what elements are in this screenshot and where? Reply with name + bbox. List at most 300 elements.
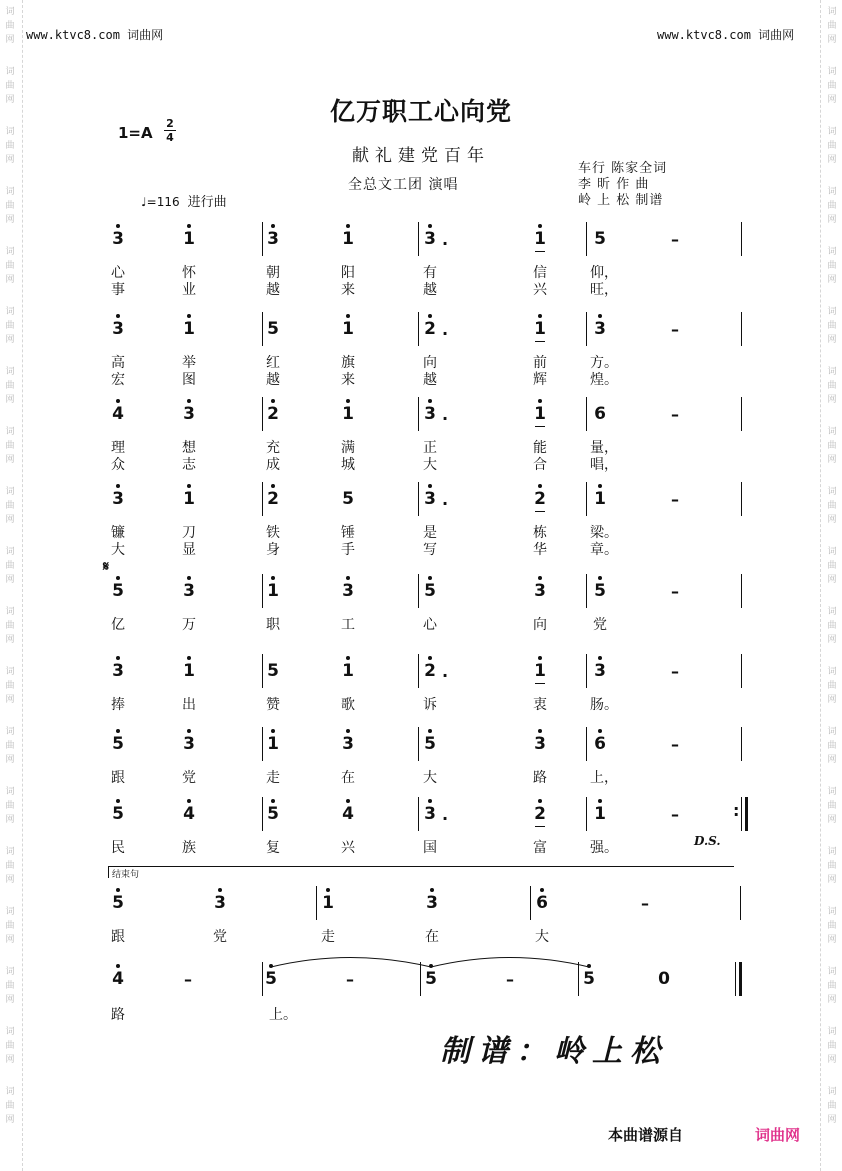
bar-line <box>586 222 587 256</box>
note: 1 <box>341 662 355 680</box>
watermark-char: 词 <box>827 487 837 497</box>
watermark-char: 网 <box>827 635 837 645</box>
note: 3 <box>423 490 437 508</box>
lyric-char: 大 <box>423 457 437 473</box>
bar-line <box>741 797 742 831</box>
lyric-char: 向 <box>533 617 547 633</box>
lyric-char: 城 <box>341 457 355 473</box>
lyric-char: 锤 <box>341 525 355 541</box>
watermark-char: 网 <box>827 215 837 225</box>
ds-marking: D.S. <box>694 834 721 848</box>
watermark-char: 曲 <box>827 321 837 331</box>
bar-line <box>741 727 742 761</box>
watermark-char: 网 <box>5 1055 15 1065</box>
lyric-char: 族 <box>182 840 196 856</box>
lyric-char: 越 <box>423 372 437 388</box>
watermark-char: 网 <box>827 335 837 345</box>
lyric-char: 身 <box>266 542 280 558</box>
lyric-char: 歌 <box>341 697 355 713</box>
watermark-char: 曲 <box>827 921 837 931</box>
note: 5 <box>264 970 278 988</box>
watermark-char: 网 <box>5 155 15 165</box>
lyric-char: 富 <box>533 840 547 856</box>
note: 1 <box>266 582 280 600</box>
lyric-char: 大 <box>111 542 125 558</box>
lyric-char: 阳 <box>341 265 355 281</box>
lyric-char: 走 <box>321 929 335 945</box>
bar-line <box>418 222 419 256</box>
watermark-char: 词 <box>827 547 837 557</box>
note: 3 <box>111 662 125 680</box>
note: 5 <box>267 661 279 681</box>
watermark-char: 曲 <box>827 441 837 451</box>
lyric-char: 跟 <box>111 770 125 786</box>
note: 1 <box>593 805 607 823</box>
note: 3 <box>533 582 547 600</box>
lyric-char: 心 <box>423 617 437 633</box>
watermark-char: 词 <box>827 67 837 77</box>
note: 5 <box>266 805 280 823</box>
note: 1 <box>321 894 335 912</box>
watermark-char: 曲 <box>5 1101 15 1111</box>
watermark-char: 网 <box>5 815 15 825</box>
bar-line <box>586 797 587 831</box>
site-name-right[interactable]: 词曲网 <box>758 28 795 42</box>
note: 0 <box>658 969 670 989</box>
lyric-char: 举 <box>182 355 196 371</box>
watermark-char: 词 <box>827 667 837 677</box>
bar-line <box>262 574 263 608</box>
lyric-char: 章。 <box>590 542 618 558</box>
lyric-char: 煌。 <box>590 372 618 388</box>
watermark-char: 曲 <box>827 501 837 511</box>
watermark-char: 曲 <box>827 141 837 151</box>
watermark-char: 词 <box>827 607 837 617</box>
watermark-char: 曲 <box>5 621 15 631</box>
note: 3 <box>182 405 196 423</box>
bar-line <box>418 397 419 431</box>
watermark-char: 曲 <box>827 801 837 811</box>
watermark-char: 词 <box>5 787 15 797</box>
note: 4 <box>341 805 355 823</box>
watermark-char: 网 <box>827 695 837 705</box>
lyric-char: 大 <box>423 770 437 786</box>
site-url-left[interactable]: www.ktvc8.com <box>26 28 120 42</box>
augmentation-dot: . <box>442 320 449 339</box>
note: 3 <box>182 735 196 753</box>
bar-line <box>586 312 587 346</box>
augmentation-dot: . <box>442 230 449 249</box>
coda-tick <box>108 866 109 878</box>
watermark-char: 词 <box>5 367 15 377</box>
watermark-char: 曲 <box>5 201 15 211</box>
bar-line <box>586 397 587 431</box>
note: 6 <box>594 404 606 424</box>
song-subtitle: 献礼建党百年 <box>352 146 490 166</box>
sustain-dash: – <box>671 490 679 509</box>
watermark-char: 网 <box>827 155 837 165</box>
lyric-char: 图 <box>182 372 196 388</box>
note: 3 <box>111 490 125 508</box>
lyric-char: 镰 <box>111 525 125 541</box>
augmentation-dot: . <box>442 490 449 509</box>
lyric-char: 工 <box>341 617 355 633</box>
note: 4 <box>182 805 196 823</box>
note: 5 <box>594 229 606 249</box>
watermark-char: 网 <box>5 215 15 225</box>
watermark-char: 曲 <box>827 261 837 271</box>
bar-line <box>741 574 742 608</box>
bar-line <box>741 397 742 431</box>
lyric-char: 职 <box>266 617 280 633</box>
lyric-char: 唱， <box>590 457 618 473</box>
note: 2 <box>266 405 280 423</box>
lyric-char: 肠。 <box>590 697 618 713</box>
note: 3 <box>423 405 437 423</box>
transcriber-signature: 制谱：岭上松 <box>440 1034 668 1069</box>
note: 5 <box>582 970 596 988</box>
lyric-char: 来 <box>341 372 355 388</box>
watermark-char: 词 <box>827 427 837 437</box>
lyric-char: 是 <box>423 525 437 541</box>
lyric-char: 赞 <box>266 697 280 713</box>
watermark-char: 曲 <box>827 21 837 31</box>
watermark-char: 词 <box>827 307 837 317</box>
watermark-char: 词 <box>827 847 837 857</box>
note: 1 <box>533 662 547 680</box>
lyric-char: 栋 <box>533 525 547 541</box>
watermark-char: 词 <box>5 127 15 137</box>
bar-line <box>586 574 587 608</box>
lyric-char: 满 <box>341 440 355 456</box>
note: 2 <box>533 490 547 508</box>
bar-line <box>262 482 263 516</box>
sustain-dash: – <box>641 894 649 913</box>
watermark-char: 网 <box>827 275 837 285</box>
site-url-right[interactable]: www.ktvc8.com <box>657 28 751 42</box>
watermark-char: 曲 <box>5 561 15 571</box>
note: 5 <box>111 735 125 753</box>
watermark-char: 网 <box>827 455 837 465</box>
watermark-char: 词 <box>827 907 837 917</box>
watermark-char: 曲 <box>5 81 15 91</box>
watermark-char: 网 <box>5 515 15 525</box>
lyric-char: 能 <box>533 440 547 456</box>
note: 6 <box>593 735 607 753</box>
note: 3 <box>533 735 547 753</box>
lyric-char: 越 <box>266 372 280 388</box>
note: 5 <box>111 894 125 912</box>
segno-sign: 𝄋 <box>103 559 110 575</box>
watermark-char: 词 <box>5 907 15 917</box>
lyric-char: 众 <box>111 457 125 473</box>
watermark-char: 网 <box>827 95 837 105</box>
watermark-char: 网 <box>827 395 837 405</box>
lyric-char: 路 <box>111 1007 125 1023</box>
bar-line <box>418 797 419 831</box>
note: 3 <box>111 230 125 248</box>
watermark-char: 网 <box>827 1115 837 1125</box>
watermark-char: 网 <box>5 935 15 945</box>
watermark-char: 曲 <box>827 981 837 991</box>
bar-line <box>262 962 263 996</box>
lyric-char: 辉 <box>533 372 547 388</box>
watermark-char: 词 <box>827 127 837 137</box>
watermark-char: 词 <box>5 1027 15 1037</box>
sustain-dash: – <box>346 970 354 989</box>
watermark-char: 网 <box>5 395 15 405</box>
lyric-char: 党 <box>213 929 227 945</box>
watermark-char: 网 <box>5 995 15 1005</box>
watermark-char: 网 <box>5 635 15 645</box>
sustain-dash: – <box>671 320 679 339</box>
lyric-char: 出 <box>182 697 196 713</box>
lyric-char: 复 <box>266 840 280 856</box>
watermark-char: 曲 <box>827 81 837 91</box>
lyric-char: 梁。 <box>590 525 618 541</box>
watermark-char: 网 <box>5 455 15 465</box>
watermark-char: 曲 <box>5 921 15 931</box>
watermark-char: 词 <box>5 67 15 77</box>
bar-line <box>740 886 741 920</box>
bar-line <box>418 482 419 516</box>
lyric-char: 跟 <box>111 929 125 945</box>
lyric-char: 业 <box>182 282 196 298</box>
watermark-char: 词 <box>827 1027 837 1037</box>
lyric-char: 旗 <box>341 355 355 371</box>
bar-line <box>741 482 742 516</box>
watermark-char: 曲 <box>5 21 15 31</box>
lyric-char: 朝 <box>266 265 280 281</box>
lyric-char: 路 <box>533 770 547 786</box>
lyric-char: 党 <box>593 617 607 633</box>
watermark-char: 词 <box>5 427 15 437</box>
bar-line <box>262 727 263 761</box>
watermark-char: 曲 <box>5 1041 15 1051</box>
lyric-char: 方。 <box>590 355 618 371</box>
sustain-dash: – <box>506 970 514 989</box>
note: 1 <box>533 405 547 423</box>
watermark-char: 曲 <box>5 141 15 151</box>
watermark-char: 词 <box>5 847 15 857</box>
lyric-char: 越 <box>266 282 280 298</box>
watermark-char: 词 <box>5 187 15 197</box>
lyric-char: 旺， <box>590 282 618 298</box>
lyric-char: 手 <box>341 542 355 558</box>
note: 5 <box>423 582 437 600</box>
watermark-char: 词 <box>827 247 837 257</box>
augmentation-dot: . <box>442 662 449 681</box>
lyric-char: 正 <box>423 440 437 456</box>
bar-line <box>741 222 742 256</box>
credit-lyricist: 车行 陈家全词 <box>578 161 668 176</box>
watermark-char: 曲 <box>827 561 837 571</box>
bar-line <box>741 312 742 346</box>
note: 3 <box>341 582 355 600</box>
watermark-char: 曲 <box>827 681 837 691</box>
note: 5 <box>267 319 279 339</box>
lyric-char: 国 <box>423 840 437 856</box>
bar-line <box>745 797 748 831</box>
sustain-dash: – <box>671 662 679 681</box>
source-label: 本曲谱源自 <box>608 1126 684 1144</box>
note: 3 <box>182 582 196 600</box>
bar-line <box>578 962 579 996</box>
watermark-char: 网 <box>5 275 15 285</box>
lyric-char: 亿 <box>111 617 125 633</box>
note: 5 <box>593 582 607 600</box>
watermark-char: 曲 <box>5 261 15 271</box>
note: 1 <box>593 490 607 508</box>
bar-line <box>418 312 419 346</box>
lyric-char: 充 <box>266 440 280 456</box>
lyric-char: 刀 <box>182 525 196 541</box>
bar-line <box>586 727 587 761</box>
watermark-char: 网 <box>827 995 837 1005</box>
note: 1 <box>341 230 355 248</box>
note: 2 <box>533 805 547 823</box>
lyric-char: 理 <box>111 440 125 456</box>
performer: 全总文工团 演唱 <box>348 177 459 193</box>
lyric-char: 华 <box>533 542 547 558</box>
note: 3 <box>341 735 355 753</box>
lyric-char: 捧 <box>111 697 125 713</box>
time-signature-bottom: 4 <box>166 131 174 144</box>
watermark-char: 网 <box>827 575 837 585</box>
note: 1 <box>341 320 355 338</box>
watermark-char: 词 <box>827 7 837 17</box>
lyric-char: 心 <box>111 265 125 281</box>
source-brand[interactable]: 词曲网 <box>755 1126 801 1144</box>
augmentation-dot: . <box>442 405 449 424</box>
watermark-char: 曲 <box>5 861 15 871</box>
bar-line <box>262 797 263 831</box>
watermark-char: 词 <box>5 487 15 497</box>
lyric-char: 成 <box>266 457 280 473</box>
sustain-dash: – <box>184 970 192 989</box>
watermark-char: 词 <box>827 367 837 377</box>
bar-line <box>420 962 421 996</box>
note: 2 <box>423 662 437 680</box>
note: 1 <box>266 735 280 753</box>
sustain-dash: – <box>671 805 679 824</box>
coda-label: 结束句 <box>112 870 140 880</box>
bar-line <box>262 222 263 256</box>
bar-line <box>586 654 587 688</box>
bar-line <box>262 397 263 431</box>
repeat-dots: : <box>733 801 740 820</box>
lyric-char: 党 <box>182 770 196 786</box>
lyric-char: 上。 <box>269 1007 297 1023</box>
credit-composer: 李 昕 作 曲 <box>578 177 650 192</box>
bar-line <box>741 654 742 688</box>
lyric-char: 铁 <box>266 525 280 541</box>
note: 2 <box>266 490 280 508</box>
credit-transcriber: 岭 上 松 制谱 <box>578 193 664 208</box>
lyric-char: 大 <box>535 929 549 945</box>
note: 5 <box>423 735 437 753</box>
bar-line <box>418 654 419 688</box>
lyric-char: 强。 <box>590 840 618 856</box>
lyric-char: 高 <box>111 355 125 371</box>
lyric-char: 上， <box>590 770 618 786</box>
lyric-char: 来 <box>341 282 355 298</box>
watermark-char: 网 <box>5 35 15 45</box>
note: 1 <box>533 230 547 248</box>
note: 1 <box>341 405 355 423</box>
lyric-char: 走 <box>266 770 280 786</box>
lyric-char: 有 <box>423 265 437 281</box>
lyric-char: 越 <box>423 282 437 298</box>
watermark-char: 词 <box>827 187 837 197</box>
note: 5 <box>111 582 125 600</box>
watermark-char: 网 <box>5 695 15 705</box>
watermark-char: 曲 <box>5 441 15 451</box>
note: 3 <box>266 230 280 248</box>
sustain-dash: – <box>671 735 679 754</box>
note: 4 <box>111 405 125 423</box>
watermark-char: 曲 <box>827 741 837 751</box>
tempo-value: ♩=116 <box>141 195 180 209</box>
bar-line <box>739 962 742 996</box>
note: 3 <box>213 894 227 912</box>
watermark-char: 词 <box>5 967 15 977</box>
lyric-char: 诉 <box>423 697 437 713</box>
note: 5 <box>111 805 125 823</box>
lyric-char: 信 <box>533 265 547 281</box>
note: 1 <box>182 230 196 248</box>
site-name-left[interactable]: 词曲网 <box>127 28 164 42</box>
watermark-char: 曲 <box>827 1041 837 1051</box>
note: 3 <box>593 320 607 338</box>
lyric-char: 衷 <box>533 697 547 713</box>
lyric-char: 志 <box>182 457 196 473</box>
watermark-char: 网 <box>827 515 837 525</box>
note: 4 <box>111 970 125 988</box>
note: 3 <box>425 894 439 912</box>
watermark-char: 网 <box>827 35 837 45</box>
lyric-char: 合 <box>533 457 547 473</box>
lyric-char: 兴 <box>341 840 355 856</box>
watermark-char: 曲 <box>5 681 15 691</box>
watermark-char: 曲 <box>827 861 837 871</box>
bar-line <box>262 654 263 688</box>
watermark-char: 词 <box>5 607 15 617</box>
augmentation-dot: . <box>442 805 449 824</box>
watermark-char: 词 <box>5 727 15 737</box>
watermark-char: 词 <box>827 967 837 977</box>
watermark-char: 词 <box>5 7 15 17</box>
note: 5 <box>424 970 438 988</box>
note: 3 <box>423 230 437 248</box>
watermark-char: 网 <box>827 815 837 825</box>
watermark-char: 曲 <box>5 981 15 991</box>
watermark-char: 曲 <box>827 621 837 631</box>
lyric-char: 量， <box>590 440 618 456</box>
lyric-char: 兴 <box>533 282 547 298</box>
watermark-char: 曲 <box>5 381 15 391</box>
lyric-char: 宏 <box>111 372 125 388</box>
watermark-char: 网 <box>5 875 15 885</box>
watermark-char: 曲 <box>5 741 15 751</box>
watermark-char: 曲 <box>5 321 15 331</box>
bar-line <box>418 574 419 608</box>
watermark-char: 词 <box>5 247 15 257</box>
lyric-char: 向 <box>423 355 437 371</box>
watermark-char: 网 <box>5 1115 15 1125</box>
watermark-char: 词 <box>5 307 15 317</box>
lyric-char: 在 <box>341 770 355 786</box>
